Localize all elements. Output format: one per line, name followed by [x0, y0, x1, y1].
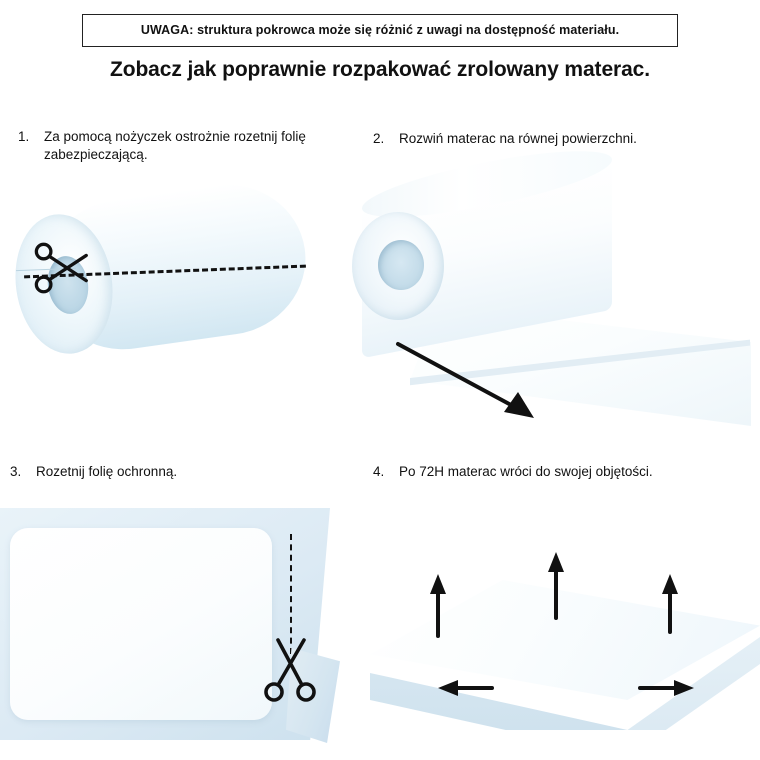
step-2: [373, 130, 713, 148]
step-3: [10, 463, 340, 481]
step-4-number: 4.: [373, 464, 385, 479]
step-4-illustration: [370, 508, 760, 753]
step-4-text: Po 72H materac wróci do swojej objętości.: [399, 464, 653, 479]
step-3-number: 3.: [10, 464, 22, 479]
step-4-header: [373, 463, 723, 481]
step-4: [373, 463, 723, 481]
step-1-illustration: [8, 182, 338, 362]
roll-core-hole-icon: [378, 240, 424, 290]
direction-arrow-icon: [392, 338, 552, 428]
step-2-header: [373, 130, 713, 148]
page-title: Zobacz jak poprawnie rozpakować zrolowany materac.: [110, 58, 650, 81]
scissors-icon: [32, 238, 94, 300]
step-1-number: 1.: [18, 129, 30, 144]
expansion-arrows-icon: [370, 508, 760, 753]
step-1: [18, 128, 348, 164]
step-2-illustration: [350, 178, 754, 438]
step-3-text: Rozetnij folię ochronną.: [36, 464, 178, 479]
step-2-text: Rozwiń materac na równej powierzchni.: [399, 131, 637, 146]
step-2-number: 2.: [373, 131, 385, 146]
step-3-header: [10, 463, 340, 481]
step-3-illustration: [0, 508, 345, 753]
scissors-icon: [258, 630, 328, 712]
notice-banner: UWAGA: struktura pokrowca może się różnić z uwagi na dostępność materiału.: [82, 14, 678, 47]
flat-mattress-icon: [10, 528, 272, 720]
step-1-text: Za pomocą nożyczek ostrożnie rozetnij folię zabezpieczającą.: [44, 129, 306, 163]
step-1-header: [18, 128, 348, 164]
